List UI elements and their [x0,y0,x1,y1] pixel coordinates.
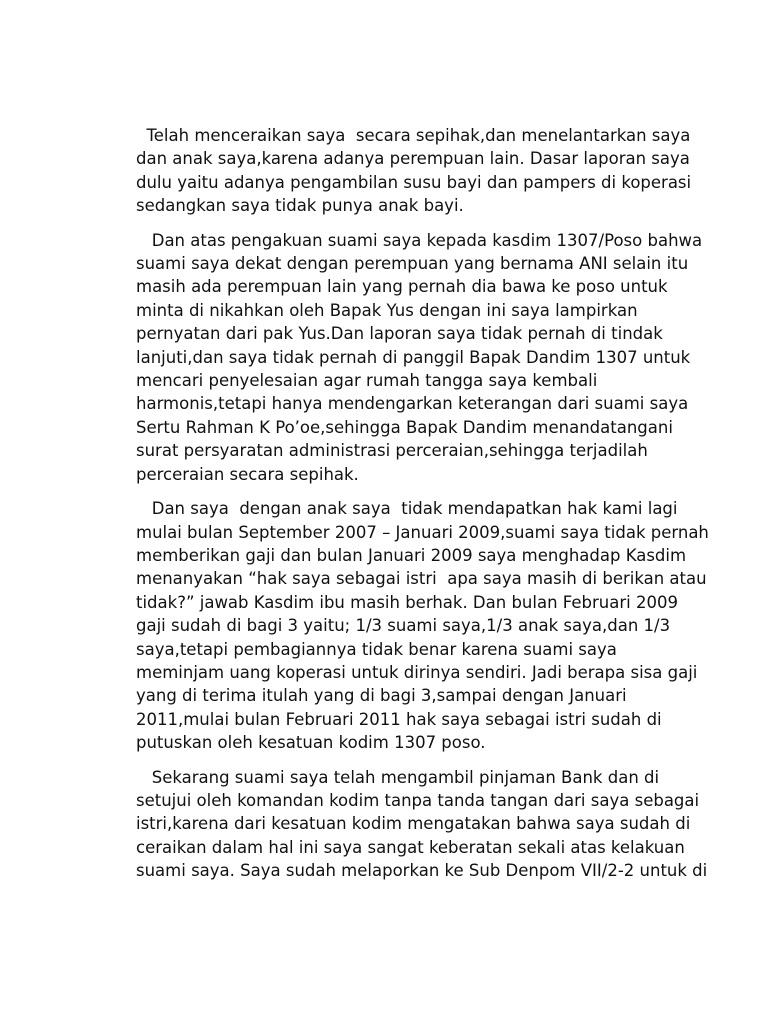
text-line: mencari penyelesaian agar rumah tangga saya kembali [136,371,598,391]
text-line: sedangkan saya tidak punya anak bayi. [136,196,464,216]
text-line: memberikan gaji dan bulan Januari 2009 saya menghadap Kasdim [136,545,687,565]
text-line: tidak?” jawab Kasdim ibu masih berhak. Dan bulan Februari 2009 [136,592,678,612]
text-line: setujui oleh komandan kodim tanpa tanda tangan dari saya sebagai [136,790,700,810]
text-line: Sertu Rahman K Po’oe,sehingga Bapak Dandim menandatangani [136,417,673,437]
paragraph-3 [136,497,756,754]
text-line: dan anak saya,karena adanya perempuan lain. Dasar laporan saya [136,149,690,169]
text-line: dulu yaitu adanya pengambilan susu bayi dan pampers di koperasi [136,172,692,192]
text-line: pernyatan dari pak Yus.Dan laporan saya tidak pernah di tindak [136,324,663,344]
text-line: Dan atas pengakuan suami saya kepada kasdim 1307/Poso bahwa [136,230,703,250]
paragraph-2 [136,229,756,486]
text-line: yang di terima itulah yang di bagi 3,sampai dengan Januari [136,686,627,706]
paragraph-4 [136,766,756,883]
text-line: perceraian secara sepihak. [136,464,359,484]
text-line: Telah menceraikan saya secara sepihak,dan menelantarkan saya [136,126,691,145]
text-line: surat persyaratan administrasi perceraian,sehingga terjadilah [136,441,648,461]
text-line: masih ada perempuan lain yang pernah dia bawa ke poso untuk [136,277,668,297]
text-line: Dan saya dengan anak saya tidak mendapatkan hak kami lagi [136,499,678,519]
text-line: suami saya. Saya sudah melaporkan ke Sub Denpom VII/2-2 untuk di [136,861,708,881]
text-line: putuskan oleh kesatuan kodim 1307 poso. [136,733,486,753]
paragraph-1 [136,124,756,218]
text-line: menanyakan “hak saya sebagai istri apa saya masih di berikan atau [136,569,707,589]
text-line: harmonis,tetapi hanya mendengarkan keterangan dari suami saya [136,394,689,414]
document-body [136,124,756,883]
text-line: ceraikan dalam hal ini saya sangat keberatan sekali atas kelakuan [136,837,685,857]
text-line: lanjuti,dan saya tidak pernah di panggil Bapak Dandim 1307 untuk [136,347,691,367]
text-line: gaji sudah di bagi 3 yaitu; 1/3 suami saya,1/3 anak saya,dan 1/3 [136,616,671,636]
text-line: minta di nikahkan oleh Bapak Yus dengan ini saya lampirkan [136,300,638,320]
text-line: saya,tetapi pembagiannya tidak benar karena suami saya [136,639,617,659]
text-line: meminjam uang koperasi untuk dirinya sendiri. Jadi berapa sisa gaji [136,662,698,682]
text-line: mulai bulan September 2007 – Januari 2009,suami saya tidak pernah [136,522,709,542]
text-line: istri,karena dari kesatuan kodim mengatakan bahwa saya sudah di [136,814,691,834]
text-line: 2011,mulai bulan Februari 2011 hak saya sebagai istri sudah di [136,709,662,729]
text-line: Sekarang suami saya telah mengambil pinjaman Bank dan di [136,767,660,787]
text-line: suami saya dekat dengan perempuan yang bernama ANI selain itu [136,254,689,274]
